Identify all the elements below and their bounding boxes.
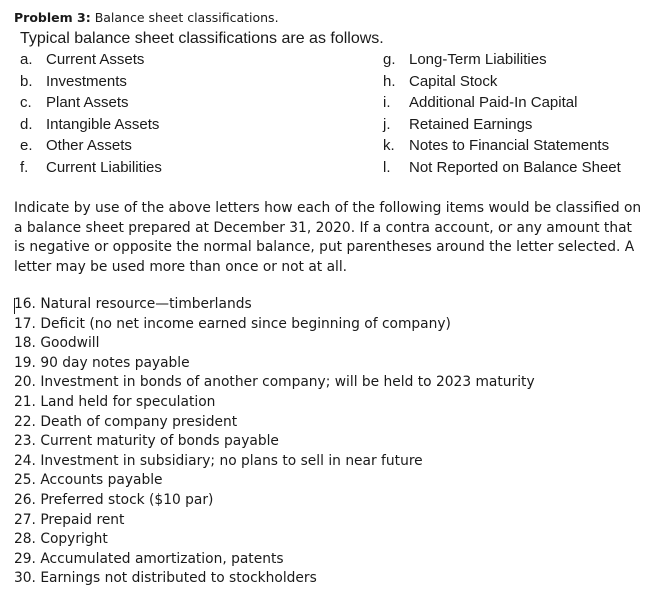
list-item: 20. Investment in bonds of another company; will be held to 2023 maturity: [14, 374, 535, 391]
classification-label: Intangible Assets: [46, 115, 160, 133]
classification-label: Additional Paid-In Capital: [409, 94, 578, 112]
classifications-intro: Typical balance sheet classifications are as follows.: [20, 30, 384, 47]
list-item: 22. Death of company president: [14, 413, 238, 430]
classification-item: [383, 49, 621, 71]
classification-letter: a.: [20, 51, 33, 68]
classification-item: [383, 157, 621, 179]
classification-letter: d.: [20, 115, 33, 133]
classification-item: [20, 49, 162, 71]
classification-letter: k.: [383, 137, 395, 155]
list-item: 21. Land held for speculation: [14, 393, 216, 410]
classification-letter: f.: [20, 158, 29, 176]
classification-letter: h.: [383, 72, 396, 90]
classification-letter: g.: [383, 51, 396, 68]
classification-label: Not Reported on Balance Sheet: [409, 158, 621, 176]
classification-item: [20, 114, 162, 136]
problem-title: Balance sheet classifications.: [94, 10, 279, 25]
classification-item: [383, 114, 621, 136]
instructions-paragraph: Indicate by use of the above letters how each of the following items would be classified on a balance sheet prepared at December 31, 2020. If a contra account, or any amount that is negative or opposite the normal balance, put parentheses around the letter selected. A letter may be used more than once or not at all.: [14, 200, 642, 275]
classification-list-right: [383, 49, 621, 179]
classification-label: Long-Term Liabilities: [409, 51, 547, 68]
list-item: 24. Investment in subsidiary; no plans to sell in near future: [14, 452, 423, 469]
list-item: 26. Preferred stock ($10 par): [14, 491, 214, 508]
list-item: 19. 90 day notes payable: [14, 354, 190, 371]
classification-letter: e.: [20, 137, 33, 155]
list-item: 18. Goodwill: [14, 335, 100, 352]
list-item: 29. Accumulated amortization, patents: [14, 550, 284, 567]
classification-item: [20, 92, 162, 114]
list-item: 16. Natural resource—timberlands: [14, 296, 252, 312]
classification-letter: l.: [383, 158, 391, 176]
classification-label: Current Assets: [46, 51, 145, 68]
classification-letter: b.: [20, 72, 33, 90]
classification-label: Other Assets: [46, 137, 132, 155]
classification-item: [20, 71, 162, 93]
classification-item: [383, 71, 621, 93]
classification-letter: i.: [383, 94, 391, 112]
list-item: 27. Prepaid rent: [14, 511, 125, 528]
classification-letter: c.: [20, 94, 32, 112]
classification-label: Notes to Financial Statements: [409, 137, 610, 155]
list-item: 17. Deficit (no net income earned since beginning of company): [14, 315, 451, 332]
list-item: 23. Current maturity of bonds payable: [14, 433, 279, 450]
classification-label: Plant Assets: [46, 94, 129, 112]
classification-item: [383, 92, 621, 114]
list-item: 25. Accounts payable: [14, 472, 163, 489]
list-item: 30. Earnings not distributed to stockholders: [14, 570, 317, 587]
classification-label: Capital Stock: [409, 72, 498, 90]
classification-label: Investments: [46, 72, 127, 90]
classification-item: [20, 135, 162, 157]
classification-letter: j.: [383, 115, 391, 133]
classification-item: [20, 157, 162, 179]
list-item: 28. Copyright: [14, 531, 108, 548]
item-list: [14, 295, 535, 589]
classification-label: Current Liabilities: [46, 158, 162, 176]
classification-list-left: [20, 49, 162, 179]
problem-heading: [14, 9, 279, 27]
problem-label: Problem 3:: [14, 10, 91, 25]
classification-label: Retained Earnings: [409, 115, 533, 133]
classification-item: [383, 135, 621, 157]
